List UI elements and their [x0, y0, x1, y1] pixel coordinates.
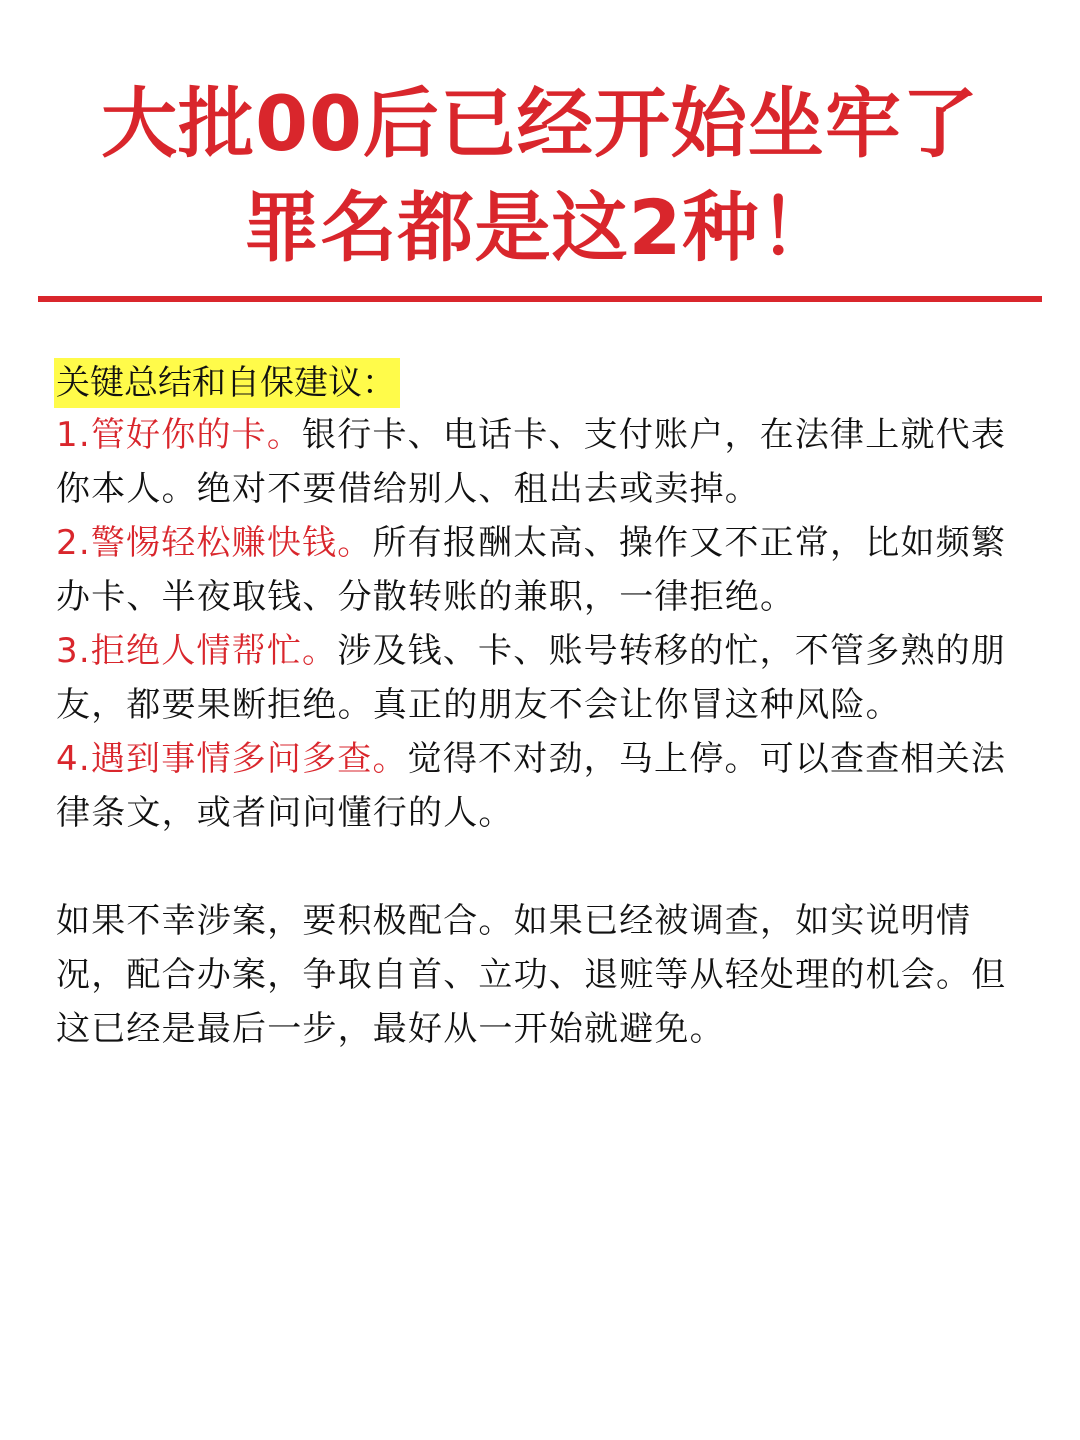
- closing-paragraph: 如果不幸涉案，要积极配合。如果已经被调查，如实说明情况，配合办案，争取自首、立功、退赃等从轻处理的机会。但这已经是最后一步，最好从一开始就避免。: [56, 901, 1007, 1049]
- advice-item-4: [56, 732, 1031, 840]
- article-body: [56, 358, 1031, 1090]
- title-divider: [38, 296, 1042, 302]
- advice-item-lead: 2.警惕轻松赚快钱。: [56, 523, 373, 563]
- page-title: [0, 72, 1080, 280]
- advice-item-2: [56, 516, 1031, 624]
- advice-item-text: 涉及钱、卡、账号转移的忙，不管多熟的朋友，都要果断拒绝。真正的朋友不会让你冒这种风险。: [56, 631, 1007, 725]
- title-line-2: 罪名都是这2种！: [243, 183, 837, 272]
- advice-item-text: 银行卡、电话卡、支付账户，在法律上就代表你本人。绝对不要借给别人、租出去或卖掉。: [56, 415, 1007, 509]
- advice-item-lead: 1.管好你的卡。: [56, 415, 303, 455]
- advice-item-text: 觉得不对劲，马上停。可以查查相关法律条文，或者问问懂行的人。: [56, 739, 1007, 833]
- advice-item-lead: 4.遇到事情多问多查。: [56, 739, 408, 779]
- advice-item-3: [56, 624, 1031, 732]
- advice-item-text: 所有报酬太高、操作又不正常，比如频繁办卡、半夜取钱、分散转账的兼职，一律拒绝。: [56, 523, 1007, 617]
- title-line-1: 大批00后已经开始坐牢了: [101, 79, 979, 168]
- advice-item-lead: 3.拒绝人情帮忙。: [56, 631, 338, 671]
- summary-heading: 关键总结和自保建议：: [54, 358, 400, 408]
- advice-item-1: [56, 408, 1031, 516]
